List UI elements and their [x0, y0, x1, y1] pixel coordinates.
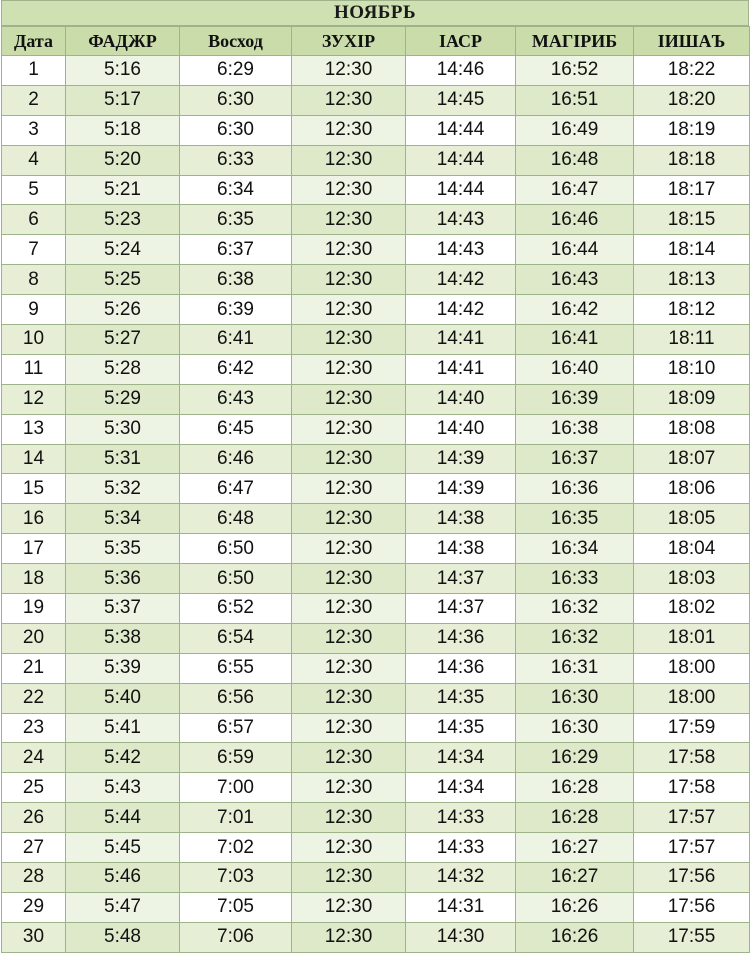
- dhuhr-cell: 12:30: [292, 265, 406, 295]
- table-row: [2, 564, 750, 594]
- table-row: [2, 295, 750, 325]
- table-row: [2, 354, 750, 384]
- fajr-cell: 5:21: [66, 175, 180, 205]
- asr-cell: 14:43: [406, 235, 516, 265]
- dhuhr-cell: 12:30: [292, 474, 406, 504]
- isha-cell: 17:56: [634, 863, 750, 893]
- date-cell: 19: [2, 594, 66, 624]
- dhuhr-cell: 12:30: [292, 564, 406, 594]
- table-row: [2, 384, 750, 414]
- isha-cell: 18:01: [634, 623, 750, 653]
- isha-cell: 18:08: [634, 414, 750, 444]
- sunrise-cell: 6:29: [180, 56, 292, 86]
- sunrise-cell: 7:06: [180, 922, 292, 952]
- fajr-cell: 5:45: [66, 833, 180, 863]
- maghrib-cell: 16:39: [516, 384, 634, 414]
- table-row: [2, 922, 750, 952]
- isha-cell: 18:15: [634, 205, 750, 235]
- maghrib-cell: 16:27: [516, 833, 634, 863]
- sunrise-cell: 6:41: [180, 325, 292, 355]
- date-cell: 12: [2, 384, 66, 414]
- maghrib-cell: 16:32: [516, 594, 634, 624]
- maghrib-cell: 16:35: [516, 504, 634, 534]
- table-row: [2, 474, 750, 504]
- table-row: [2, 444, 750, 474]
- sunrise-cell: 6:47: [180, 474, 292, 504]
- asr-cell: 14:41: [406, 354, 516, 384]
- table-row: [2, 534, 750, 564]
- fajr-cell: 5:32: [66, 474, 180, 504]
- dhuhr-cell: 12:30: [292, 325, 406, 355]
- asr-cell: 14:39: [406, 444, 516, 474]
- date-cell: 20: [2, 623, 66, 653]
- dhuhr-cell: 12:30: [292, 594, 406, 624]
- dhuhr-cell: 12:30: [292, 354, 406, 384]
- dhuhr-cell: 12:30: [292, 145, 406, 175]
- sunrise-cell: 6:43: [180, 384, 292, 414]
- table-row: [2, 504, 750, 534]
- fajr-cell: 5:42: [66, 743, 180, 773]
- isha-cell: 18:06: [634, 474, 750, 504]
- dhuhr-cell: 12:30: [292, 863, 406, 893]
- date-cell: 4: [2, 145, 66, 175]
- maghrib-cell: 16:52: [516, 56, 634, 86]
- dhuhr-cell: 12:30: [292, 623, 406, 653]
- isha-cell: 18:22: [634, 56, 750, 86]
- sunrise-cell: 6:37: [180, 235, 292, 265]
- sunrise-cell: 6:54: [180, 623, 292, 653]
- asr-cell: 14:35: [406, 683, 516, 713]
- sunrise-cell: 6:50: [180, 564, 292, 594]
- asr-cell: 14:42: [406, 265, 516, 295]
- maghrib-cell: 16:29: [516, 743, 634, 773]
- dhuhr-cell: 12:30: [292, 175, 406, 205]
- date-cell: 27: [2, 833, 66, 863]
- asr-cell: 14:30: [406, 922, 516, 952]
- dhuhr-cell: 12:30: [292, 713, 406, 743]
- sunrise-cell: 7:01: [180, 803, 292, 833]
- table-row: [2, 713, 750, 743]
- isha-cell: 18:10: [634, 354, 750, 384]
- asr-cell: 14:46: [406, 56, 516, 86]
- sunrise-cell: 6:45: [180, 414, 292, 444]
- sunrise-cell: 6:57: [180, 713, 292, 743]
- date-cell: 2: [2, 85, 66, 115]
- fajr-cell: 5:20: [66, 145, 180, 175]
- isha-cell: 18:04: [634, 534, 750, 564]
- dhuhr-cell: 12:30: [292, 504, 406, 534]
- header-fajr: ФАДЖР: [66, 27, 180, 56]
- fajr-cell: 5:29: [66, 384, 180, 414]
- fajr-cell: 5:44: [66, 803, 180, 833]
- isha-cell: 18:05: [634, 504, 750, 534]
- asr-cell: 14:45: [406, 85, 516, 115]
- asr-cell: 14:42: [406, 295, 516, 325]
- fajr-cell: 5:38: [66, 623, 180, 653]
- sunrise-cell: 6:52: [180, 594, 292, 624]
- sunrise-cell: 6:55: [180, 653, 292, 683]
- isha-cell: 17:57: [634, 833, 750, 863]
- fajr-cell: 5:27: [66, 325, 180, 355]
- date-cell: 14: [2, 444, 66, 474]
- asr-cell: 14:44: [406, 145, 516, 175]
- date-cell: 25: [2, 773, 66, 803]
- header-dhuhr: ЗУХIР: [292, 27, 406, 56]
- dhuhr-cell: 12:30: [292, 235, 406, 265]
- asr-cell: 14:32: [406, 863, 516, 893]
- isha-cell: 18:12: [634, 295, 750, 325]
- maghrib-cell: 16:31: [516, 653, 634, 683]
- date-cell: 9: [2, 295, 66, 325]
- maghrib-cell: 16:48: [516, 145, 634, 175]
- sunrise-cell: 6:59: [180, 743, 292, 773]
- maghrib-cell: 16:42: [516, 295, 634, 325]
- fajr-cell: 5:36: [66, 564, 180, 594]
- dhuhr-cell: 12:30: [292, 414, 406, 444]
- fajr-cell: 5:41: [66, 713, 180, 743]
- sunrise-cell: 6:56: [180, 683, 292, 713]
- header-maghrib: МАГIРИБ: [516, 27, 634, 56]
- sunrise-cell: 6:48: [180, 504, 292, 534]
- asr-cell: 14:36: [406, 623, 516, 653]
- header-date: Дата: [2, 27, 66, 56]
- date-cell: 17: [2, 534, 66, 564]
- month-title: НОЯБРЬ: [1, 0, 749, 26]
- maghrib-cell: 16:41: [516, 325, 634, 355]
- maghrib-cell: 16:28: [516, 773, 634, 803]
- isha-cell: 17:55: [634, 922, 750, 952]
- maghrib-cell: 16:49: [516, 115, 634, 145]
- sunrise-cell: 6:50: [180, 534, 292, 564]
- asr-cell: 14:38: [406, 534, 516, 564]
- fajr-cell: 5:17: [66, 85, 180, 115]
- sunrise-cell: 6:39: [180, 295, 292, 325]
- asr-cell: 14:39: [406, 474, 516, 504]
- maghrib-cell: 16:51: [516, 85, 634, 115]
- date-cell: 15: [2, 474, 66, 504]
- date-cell: 30: [2, 922, 66, 952]
- dhuhr-cell: 12:30: [292, 205, 406, 235]
- dhuhr-cell: 12:30: [292, 85, 406, 115]
- fajr-cell: 5:23: [66, 205, 180, 235]
- table-row: [2, 414, 750, 444]
- date-cell: 24: [2, 743, 66, 773]
- asr-cell: 14:40: [406, 384, 516, 414]
- maghrib-cell: 16:30: [516, 683, 634, 713]
- table-row: [2, 205, 750, 235]
- maghrib-cell: 16:36: [516, 474, 634, 504]
- dhuhr-cell: 12:30: [292, 683, 406, 713]
- sunrise-cell: 7:00: [180, 773, 292, 803]
- maghrib-cell: 16:40: [516, 354, 634, 384]
- isha-cell: 18:13: [634, 265, 750, 295]
- asr-cell: 14:36: [406, 653, 516, 683]
- sunrise-cell: 7:02: [180, 833, 292, 863]
- date-cell: 18: [2, 564, 66, 594]
- prayer-times-table: [1, 26, 750, 953]
- table-row: [2, 833, 750, 863]
- isha-cell: 18:14: [634, 235, 750, 265]
- isha-cell: 18:03: [634, 564, 750, 594]
- table-row: [2, 175, 750, 205]
- fajr-cell: 5:39: [66, 653, 180, 683]
- maghrib-cell: 16:47: [516, 175, 634, 205]
- dhuhr-cell: 12:30: [292, 773, 406, 803]
- maghrib-cell: 16:44: [516, 235, 634, 265]
- maghrib-cell: 16:43: [516, 265, 634, 295]
- sunrise-cell: 6:34: [180, 175, 292, 205]
- maghrib-cell: 16:33: [516, 564, 634, 594]
- date-cell: 8: [2, 265, 66, 295]
- sunrise-cell: 6:33: [180, 145, 292, 175]
- fajr-cell: 5:28: [66, 354, 180, 384]
- fajr-cell: 5:46: [66, 863, 180, 893]
- table-row: [2, 265, 750, 295]
- dhuhr-cell: 12:30: [292, 892, 406, 922]
- table-row: [2, 623, 750, 653]
- isha-cell: 17:58: [634, 743, 750, 773]
- table-row: [2, 594, 750, 624]
- asr-cell: 14:33: [406, 803, 516, 833]
- isha-cell: 18:19: [634, 115, 750, 145]
- asr-cell: 14:31: [406, 892, 516, 922]
- date-cell: 28: [2, 863, 66, 893]
- isha-cell: 18:11: [634, 325, 750, 355]
- sunrise-cell: 7:03: [180, 863, 292, 893]
- table-row: [2, 115, 750, 145]
- date-cell: 16: [2, 504, 66, 534]
- asr-cell: 14:43: [406, 205, 516, 235]
- date-cell: 5: [2, 175, 66, 205]
- sunrise-cell: 6:35: [180, 205, 292, 235]
- table-body: [2, 56, 750, 953]
- dhuhr-cell: 12:30: [292, 534, 406, 564]
- isha-cell: 18:18: [634, 145, 750, 175]
- sunrise-cell: 6:46: [180, 444, 292, 474]
- asr-cell: 14:44: [406, 115, 516, 145]
- dhuhr-cell: 12:30: [292, 803, 406, 833]
- table-row: [2, 85, 750, 115]
- date-cell: 10: [2, 325, 66, 355]
- fajr-cell: 5:34: [66, 504, 180, 534]
- fajr-cell: 5:18: [66, 115, 180, 145]
- isha-cell: 18:17: [634, 175, 750, 205]
- maghrib-cell: 16:38: [516, 414, 634, 444]
- fajr-cell: 5:25: [66, 265, 180, 295]
- date-cell: 29: [2, 892, 66, 922]
- isha-cell: 18:09: [634, 384, 750, 414]
- asr-cell: 14:37: [406, 564, 516, 594]
- table-row: [2, 145, 750, 175]
- table-row: [2, 325, 750, 355]
- isha-cell: 18:07: [634, 444, 750, 474]
- dhuhr-cell: 12:30: [292, 653, 406, 683]
- table-row: [2, 653, 750, 683]
- table-row: [2, 773, 750, 803]
- maghrib-cell: 16:26: [516, 892, 634, 922]
- header-row: [2, 27, 750, 56]
- maghrib-cell: 16:27: [516, 863, 634, 893]
- isha-cell: 17:57: [634, 803, 750, 833]
- asr-cell: 14:44: [406, 175, 516, 205]
- maghrib-cell: 16:30: [516, 713, 634, 743]
- fajr-cell: 5:16: [66, 56, 180, 86]
- fajr-cell: 5:43: [66, 773, 180, 803]
- table-row: [2, 683, 750, 713]
- table-row: [2, 235, 750, 265]
- asr-cell: 14:38: [406, 504, 516, 534]
- isha-cell: 18:00: [634, 683, 750, 713]
- asr-cell: 14:41: [406, 325, 516, 355]
- isha-cell: 18:00: [634, 653, 750, 683]
- table-row: [2, 56, 750, 86]
- table-row: [2, 892, 750, 922]
- isha-cell: 18:20: [634, 85, 750, 115]
- asr-cell: 14:40: [406, 414, 516, 444]
- maghrib-cell: 16:37: [516, 444, 634, 474]
- date-cell: 26: [2, 803, 66, 833]
- dhuhr-cell: 12:30: [292, 115, 406, 145]
- asr-cell: 14:37: [406, 594, 516, 624]
- header-sunrise: Восход: [180, 27, 292, 56]
- asr-cell: 14:35: [406, 713, 516, 743]
- table-row: [2, 743, 750, 773]
- fajr-cell: 5:26: [66, 295, 180, 325]
- fajr-cell: 5:35: [66, 534, 180, 564]
- date-cell: 7: [2, 235, 66, 265]
- dhuhr-cell: 12:30: [292, 295, 406, 325]
- header-isha: IИШАЪ: [634, 27, 750, 56]
- asr-cell: 14:34: [406, 773, 516, 803]
- fajr-cell: 5:40: [66, 683, 180, 713]
- sunrise-cell: 6:38: [180, 265, 292, 295]
- dhuhr-cell: 12:30: [292, 922, 406, 952]
- dhuhr-cell: 12:30: [292, 444, 406, 474]
- date-cell: 21: [2, 653, 66, 683]
- isha-cell: 17:59: [634, 713, 750, 743]
- maghrib-cell: 16:46: [516, 205, 634, 235]
- fajr-cell: 5:24: [66, 235, 180, 265]
- dhuhr-cell: 12:30: [292, 384, 406, 414]
- date-cell: 11: [2, 354, 66, 384]
- date-cell: 1: [2, 56, 66, 86]
- sunrise-cell: 6:30: [180, 115, 292, 145]
- asr-cell: 14:34: [406, 743, 516, 773]
- dhuhr-cell: 12:30: [292, 833, 406, 863]
- sunrise-cell: 7:05: [180, 892, 292, 922]
- dhuhr-cell: 12:30: [292, 56, 406, 86]
- isha-cell: 17:56: [634, 892, 750, 922]
- table-row: [2, 803, 750, 833]
- dhuhr-cell: 12:30: [292, 743, 406, 773]
- fajr-cell: 5:37: [66, 594, 180, 624]
- fajr-cell: 5:31: [66, 444, 180, 474]
- fajr-cell: 5:47: [66, 892, 180, 922]
- isha-cell: 18:02: [634, 594, 750, 624]
- maghrib-cell: 16:34: [516, 534, 634, 564]
- sunrise-cell: 6:30: [180, 85, 292, 115]
- date-cell: 22: [2, 683, 66, 713]
- isha-cell: 17:58: [634, 773, 750, 803]
- table-row: [2, 863, 750, 893]
- date-cell: 3: [2, 115, 66, 145]
- date-cell: 13: [2, 414, 66, 444]
- date-cell: 23: [2, 713, 66, 743]
- fajr-cell: 5:48: [66, 922, 180, 952]
- header-asr: IАСР: [406, 27, 516, 56]
- maghrib-cell: 16:28: [516, 803, 634, 833]
- fajr-cell: 5:30: [66, 414, 180, 444]
- date-cell: 6: [2, 205, 66, 235]
- maghrib-cell: 16:32: [516, 623, 634, 653]
- sunrise-cell: 6:42: [180, 354, 292, 384]
- asr-cell: 14:33: [406, 833, 516, 863]
- maghrib-cell: 16:26: [516, 922, 634, 952]
